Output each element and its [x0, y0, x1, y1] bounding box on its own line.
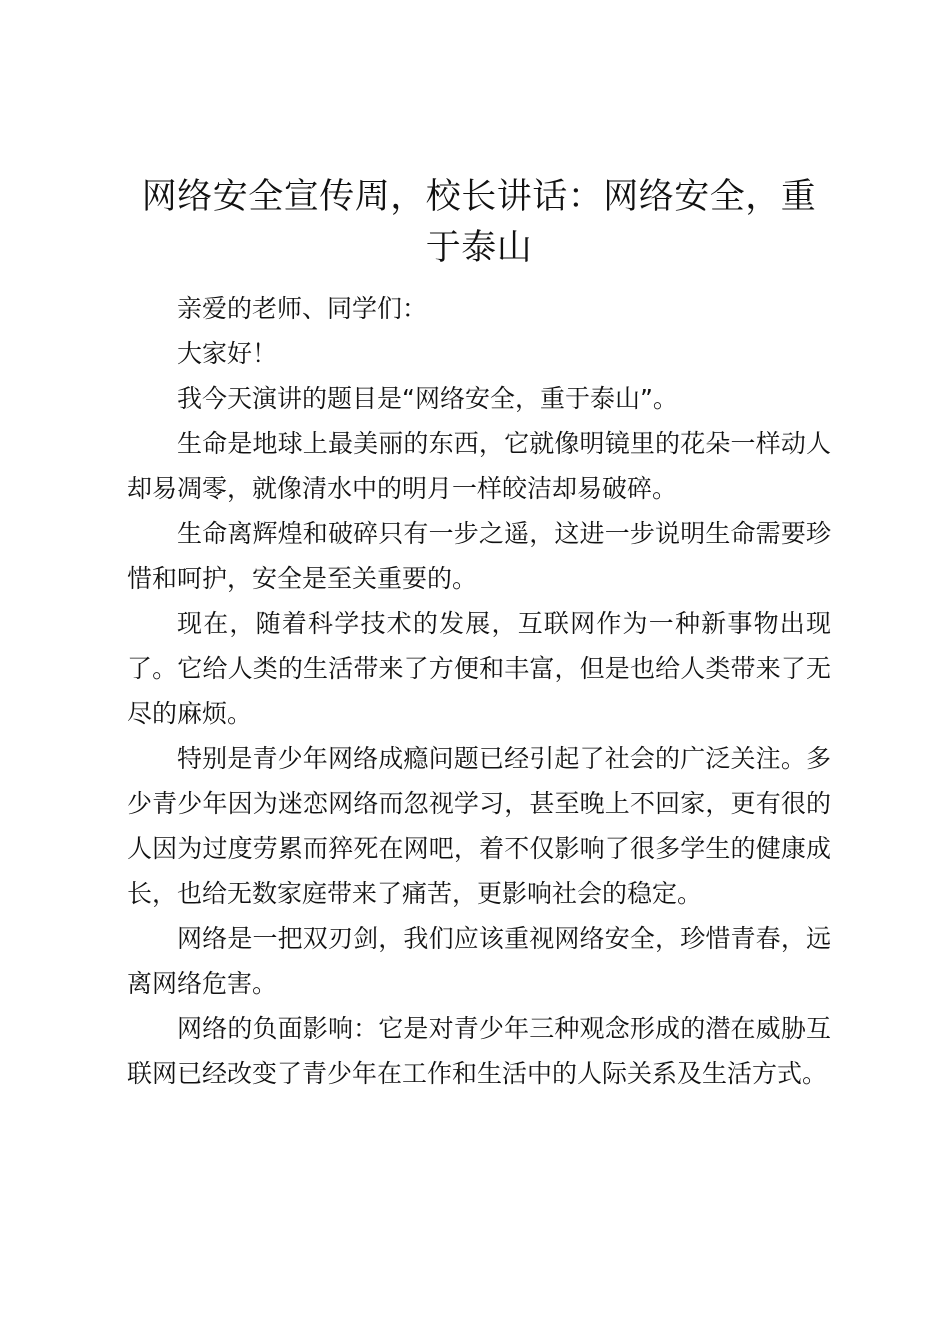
paragraph-life-beauty: 生命是地球上最美丽的东西，它就像明镜里的花朵一样动人却易凋零，就像清水中的明月一样皎洁却易破碎。 — [127, 429, 831, 503]
paragraph-double-edged: 网络是一把双刃剑，我们应该重视网络安全，珍惜青春，远离网络危害。 — [127, 924, 831, 998]
document-title: 网络安全宣传周，校长讲话：网络安全，重于泰山 — [141, 177, 817, 268]
paragraph-addiction: 特别是青少年网络成瘾问题已经引起了社会的广泛关注。多少青少年因为迷恋网络而忽视学习，甚至晚上不回家，更有很的人因为过度劳累而猝死在网吧，着不仅影响了很多学生的健康成长，也给无数家庭带来了痛苦，更影响社会的稳定。 — [127, 744, 831, 908]
paragraph-greeting: 亲爱的老师、同学们： — [177, 294, 428, 323]
paragraph-life-safety: 生命离辉煌和破碎只有一步之遥，这进一步说明生命需要珍惜和呵护，安全是至关重要的。 — [127, 519, 831, 593]
paragraph-topic: 我今天演讲的题目是“网络安全，重于泰山”。 — [177, 384, 678, 413]
document-page — [127, 172, 831, 1096]
paragraph-hello: 大家好！ — [177, 339, 278, 368]
paragraph-internet: 现在，随着科学技术的发展，互联网作为一种新事物出现了。它给人类的生活带来了方便和丰富，但是也给人类带来了无尽的麻烦。 — [127, 609, 831, 728]
paragraph-negative-impact: 网络的负面影响：它是对青少年三种观念形成的潜在威胁互联网已经改变了青少年在工作和生活中的人际关系及生活方式。 — [127, 1014, 831, 1088]
